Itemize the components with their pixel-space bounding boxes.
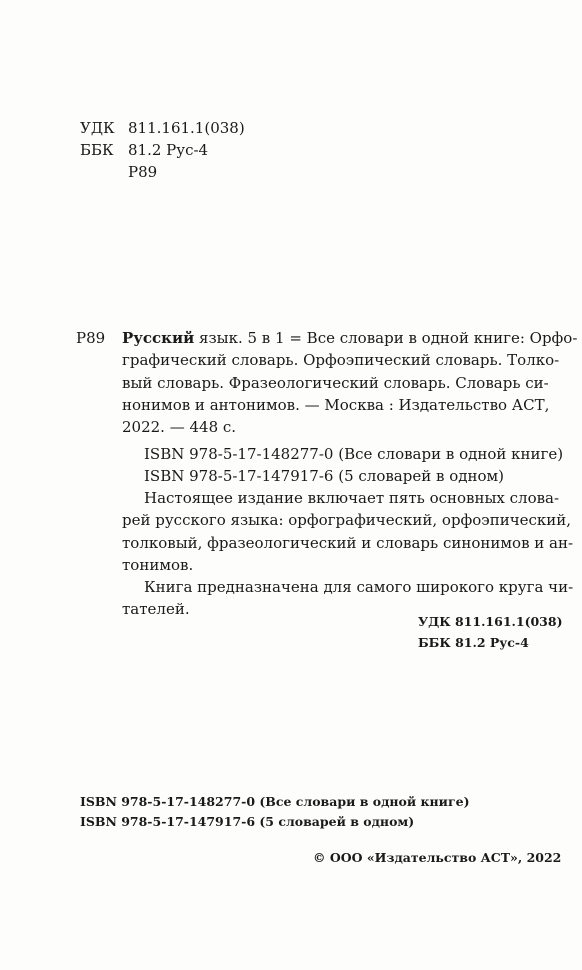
classification-block — [80, 117, 245, 183]
right-classification — [418, 611, 563, 653]
entry-line — [122, 327, 577, 349]
udk-line — [80, 117, 245, 139]
entry-title-bold: Русский — [122, 329, 195, 347]
desc-line: Книга предназначена для самого широкого круга чи- — [144, 578, 574, 597]
desc-line: рей русского языка: орфографический, орфоэпический, — [122, 511, 572, 530]
udk-label: УДК — [80, 119, 115, 137]
copyright: © ООО «Издательство АСТ», 2022 — [313, 850, 562, 865]
bbk-label: ББК — [80, 141, 114, 159]
entry-isbns — [144, 443, 563, 488]
bottom-isbns — [80, 792, 469, 832]
desc-line: тонимов. — [122, 555, 194, 574]
right-udk: УДК 811.161.1(038) — [418, 614, 563, 629]
desc-line: толковый, фразеологический и словарь синонимов и ан- — [122, 533, 574, 552]
udk-value: 811.161.1(038) — [128, 119, 245, 137]
entry-line: 2022. — 448 с. — [122, 418, 237, 437]
entry-line: вый словарь. Фразеологический словарь. Словарь си- — [122, 373, 549, 392]
bbk-line — [80, 139, 245, 161]
entry-line: графический словарь. Орфоэпический словарь. Толко- — [122, 351, 560, 370]
entry-line: нонимов и антонимов. — Москва : Издательство АСТ, — [122, 395, 550, 414]
bbk-value: 81.2 Рус-4 — [128, 141, 209, 159]
isbn-line: ISBN 978-5-17-147917-6 (5 словарей в одном) — [144, 467, 505, 486]
right-bbk: ББК 81.2 Рус-4 — [418, 635, 529, 650]
desc-line: Настоящее издание включает пять основных слова- — [144, 489, 560, 507]
bibliographic-entry — [122, 327, 577, 438]
isbn-line: ISBN 978-5-17-148277-0 (Все словари в одной книге) — [144, 445, 564, 463]
bottom-isbn-line: ISBN 978-5-17-148277-0 (Все словари в одной книге) — [80, 794, 470, 809]
bottom-isbn-line: ISBN 978-5-17-147917-6 (5 словарей в одном) — [80, 814, 415, 829]
author-mark: Р89 — [128, 163, 158, 181]
entry-text: язык. 5 в 1 = Все словари в одной книге: Орфо- — [194, 329, 578, 347]
entry-code: Р89 — [76, 329, 106, 347]
desc-line: тателей. — [122, 600, 190, 619]
description-paragraph — [122, 487, 573, 621]
